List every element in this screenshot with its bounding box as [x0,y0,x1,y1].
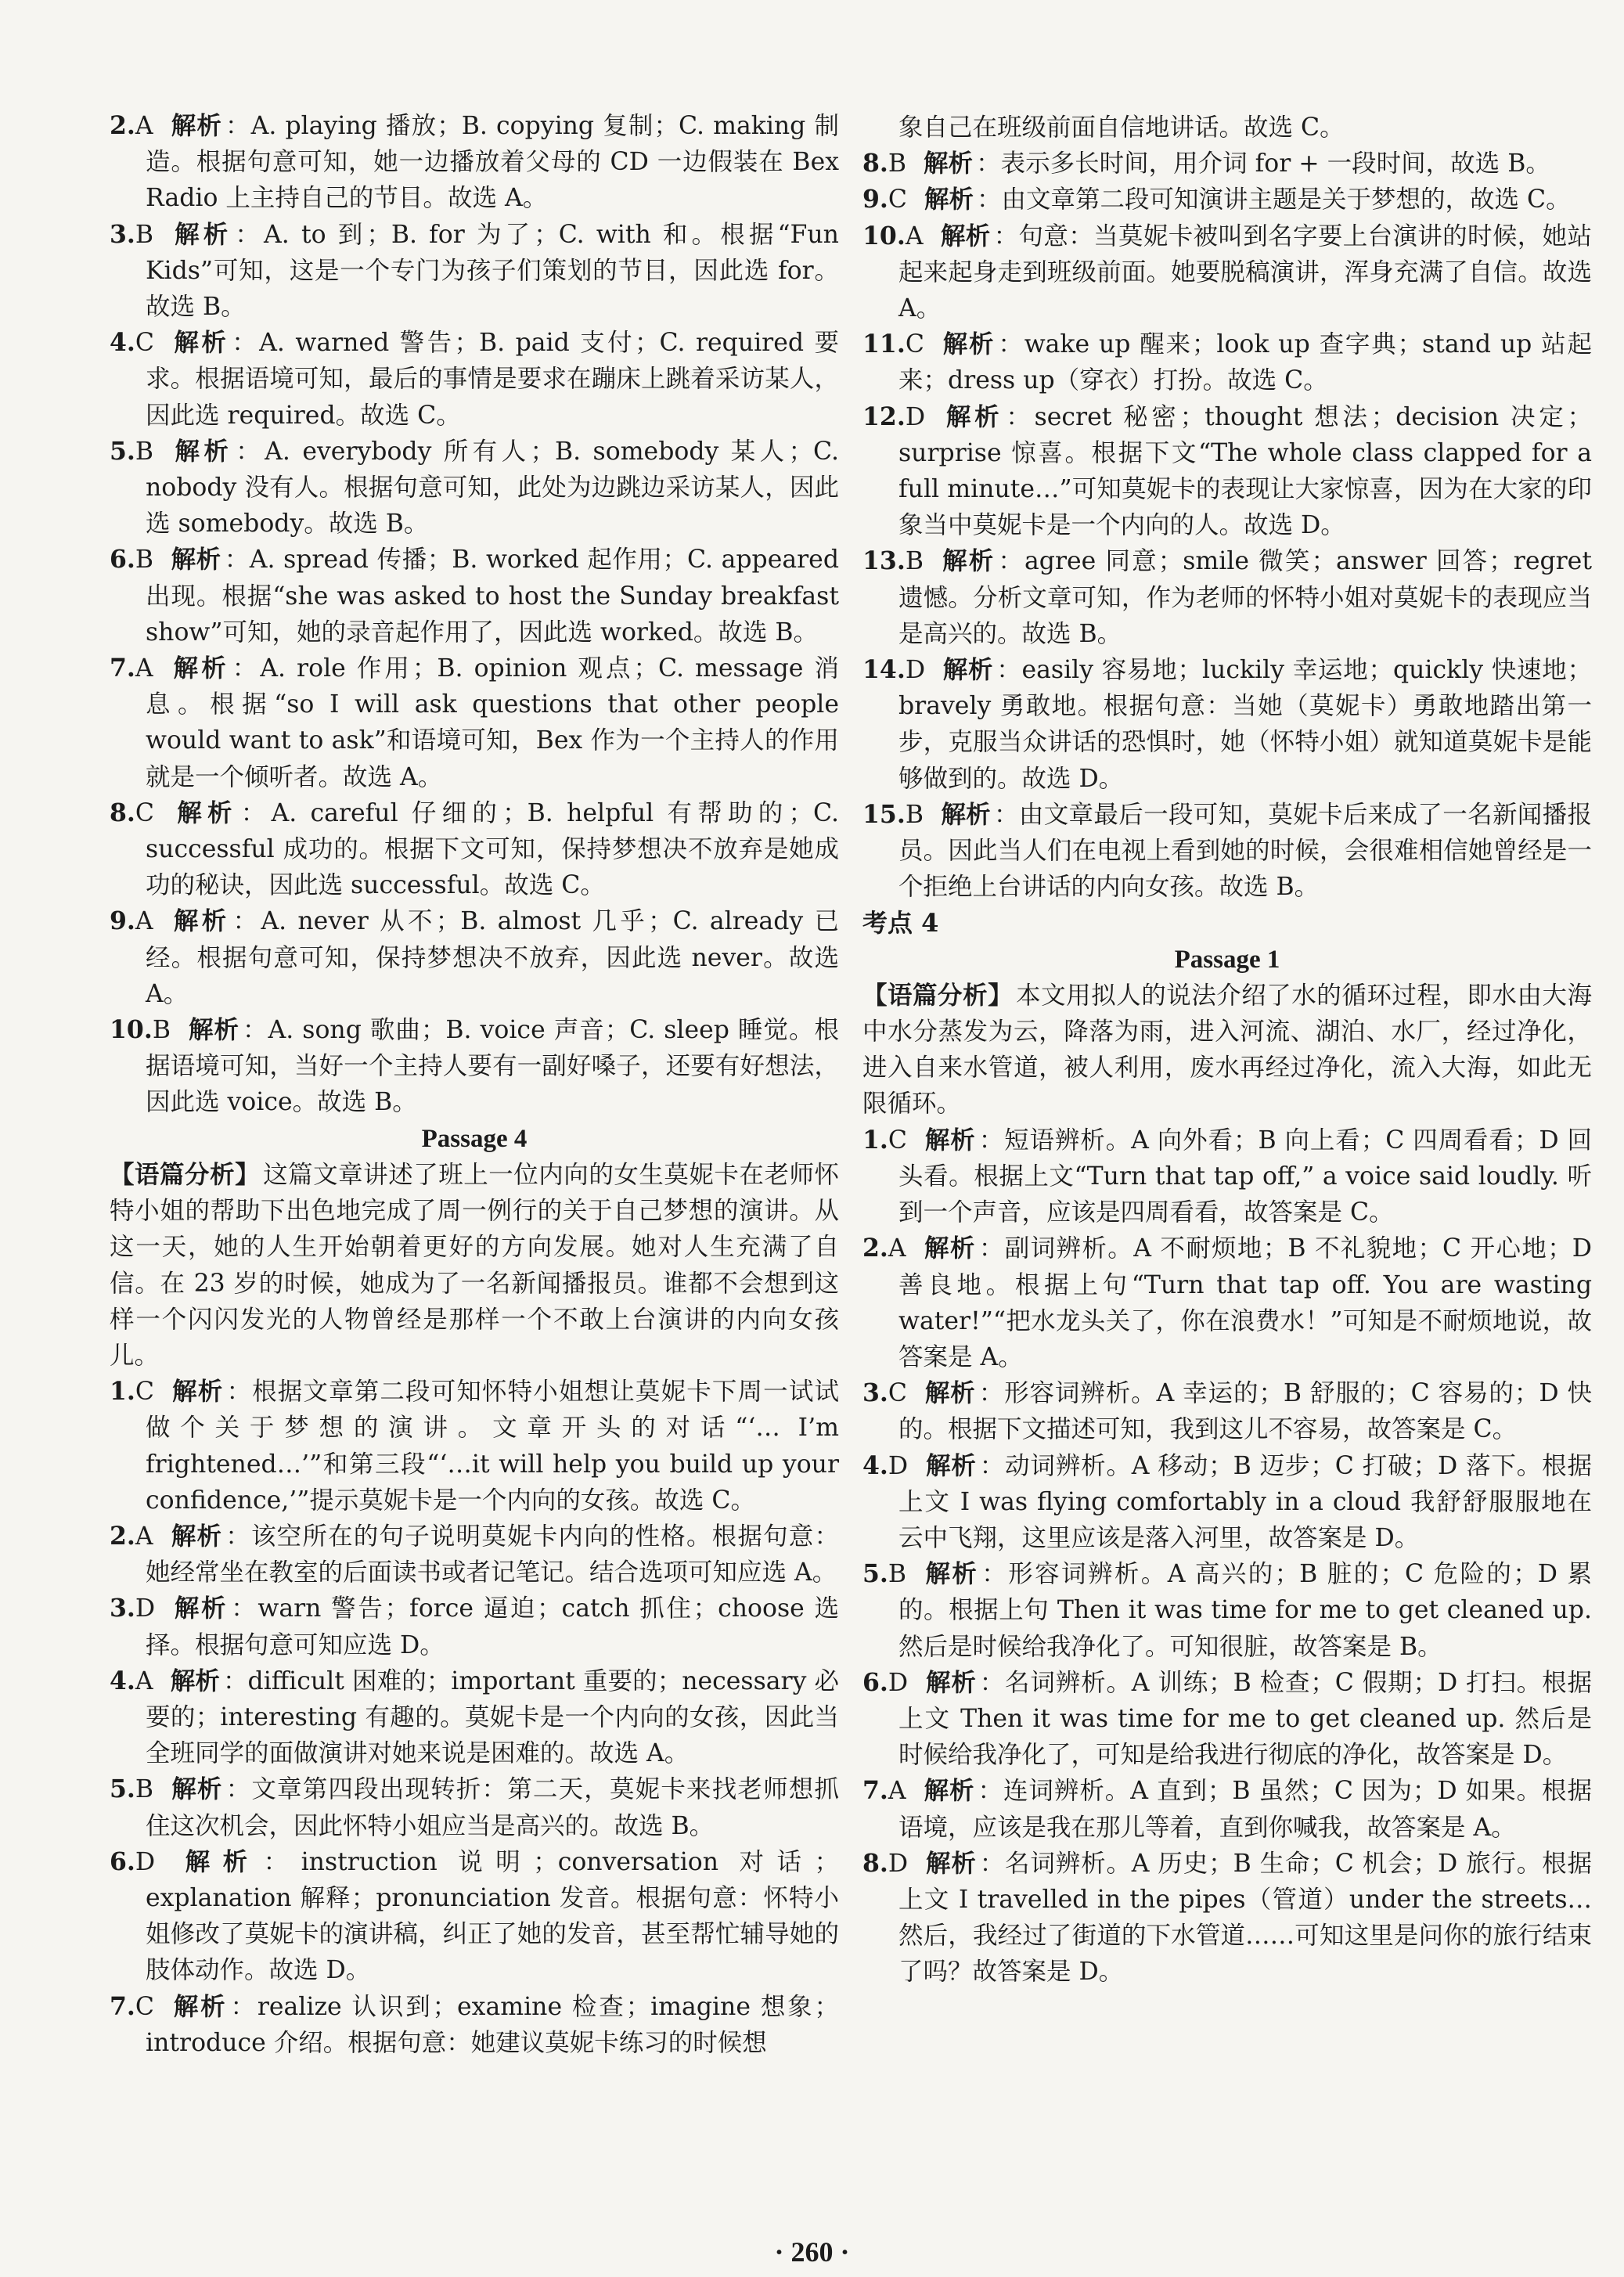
answer-letter: A [888,1234,906,1263]
answer-entry [862,326,1592,398]
analysis-label: 解析 [171,1774,223,1804]
analysis-text: ：根据文章第二段可知怀特小姐想让莫妮卡下周一试试做个关于梦想的演讲。文章开头的对话“‘… I’m frightened…’”和第三段“‘…it will help you build up your confidence,’”提示莫妮卡是一个内向的女孩。故选 C。 [146,1378,839,1515]
answer-entry [110,1771,839,1843]
continued-text: 象自己在班级前面自信地讲话。故选 C。 [898,113,1345,142]
answer-letter: B [905,547,924,576]
question-number: 15. [862,799,906,829]
analysis-text: ：短语辨析。A 向外看；B 向上看；C 四周看看；D 回头看。根据上文“Turn that tap off,” a voice said loudly. 听到一个声音，应该是四周看看，故答案是 C。 [898,1126,1592,1227]
answer-entry [110,325,839,434]
analysis-label: 解析 [923,1234,976,1263]
analysis-text: ：该空所在的句子说明莫妮卡内向的性格。根据句意：她经常坐在教室的后面读书或者记笔记。结合选项可知应选 A。 [146,1522,839,1587]
question-number: 4. [862,1450,888,1480]
analysis-label: 解析 [171,436,233,466]
passage-1-title: Passage 1 [1174,945,1280,974]
question-number: 6. [110,1846,135,1876]
right-answer-list-a [862,146,1592,905]
question-number: 3. [862,1378,888,1408]
section-title: 考点 4 [862,908,939,939]
analysis-text: ：A. playing 播放；B. copying 复制；C. making 制造。根据句意可知，她一边播放着父母的 CD 一边假装在 Bex Radio 上主持自己的节目。故选 A。 [146,112,839,213]
answer-entry [110,1989,839,2061]
analysis-text: ：realize 认识到；examine 检查；imagine 想象；introduce 介绍。根据句意：她建议莫妮卡练习的时候想 [146,1992,839,2057]
answer-entry [862,543,1592,652]
answer-entry [862,1375,1592,1447]
analysis-text: ：A. song 歌曲；B. voice 声音；C. sleep 睡觉。根据语境可知，当好一个主持人要有一副好嗓子，还要有好想法，因此选 voice。故选 B。 [146,1016,839,1117]
analysis-label: 解析 [171,798,238,827]
analysis-text: ：动词辨析。A 移动；B 迈步；C 打破；D 落下。根据上文 I was flying comfortably in a cloud 我舒舒服服地在云中飞翔，这里应该是落入河里，故答案是 D。 [898,1451,1592,1552]
analysis-text: ：easily 容易地；luckily 幸运地；quickly 快速地；bravely 勇敢地。根据句意：当她（莫妮卡）勇敢地踏出第一步，克服当众讲话的恐惧时，她（怀特小姐）就知道莫妮卡是能够做到的。故选 D。 [898,656,1592,793]
analysis-label: 解析 [170,906,230,936]
right-answer-list-b [862,1122,1592,1991]
answer-entry [110,1844,839,1989]
question-number: 14. [862,655,906,685]
analysis-text: ：由文章第二段可知演讲主题是关于梦想的，故选 C。 [977,186,1571,214]
answer-entry [862,1448,1592,1557]
question-number: 4. [110,328,135,358]
answer-letter: B [135,220,154,249]
answer-entry [110,650,839,795]
question-number: 2. [862,1234,888,1263]
answer-letter: A [135,112,153,140]
answer-letter: B [888,150,907,178]
answer-entry [862,1665,1592,1774]
analysis-text: ：连词辨析。A 直到；B 虽然；C 因为；D 如果。根据语境，应该是我在那儿等着，直到你喊我，故答案是 A。 [898,1777,1592,1842]
analysis-label: 解析 [170,1521,223,1551]
answer-entry [862,146,1592,182]
analysis-label: 解析 [925,1848,977,1878]
analysis-text: ：A. warned 警告；B. paid 支付；C. required 要求。根据语境可知，最后的事情是要求在蹦床上跳着采访某人，因此选 required。故选 C。 [146,329,839,430]
analysis-label: 解析 [171,545,221,575]
answer-entry [862,797,1592,906]
analysis-text: 这篇文章讲述了班上一位内向的女生莫妮卡在老师怀特小姐的帮助下出色地完成了周一例行的关于自己梦想的演讲。从这一天，她的人生开始朝着更好的方向发展。她对人生充满了自信。在 23 岁的时候，她成为了一名新闻播报员。谁都不会想到这样一个闪闪发光的人物曾经是那样一个不敢上台演讲的内向女孩儿。 [110,1160,839,1370]
answer-entry [862,652,1592,797]
answer-entry [110,434,839,542]
answer-entry [862,218,1592,327]
analysis-text: ：副词辨析。A 不耐烦地；B 不礼貌地；C 开心地；D 善良地。根据上句“Turn that tap off. You are wasting water!”“把水龙头关了，你在浪费水！”可知是不耐烦地说，故答案是 A。 [898,1234,1592,1371]
answer-entry [862,1230,1592,1375]
analysis-label: 解析 [172,1846,261,1876]
answer-letter: D [135,1594,156,1623]
answer-entry [862,182,1592,218]
analysis-label: 解析 [942,655,994,685]
answer-letter: B [135,437,154,466]
passage-4-analysis [110,1157,839,1374]
answer-letter: B [135,1775,154,1804]
analysis-text: ：由文章最后一段可知，莫妮卡后来成了一名新闻播报员。因此当人们在电视上看到她的时候，会很难相信她曾经是一个拒绝上台讲话的内向女孩。故选 B。 [898,800,1592,902]
right-column [862,110,1592,1991]
answer-letter: A [135,654,153,683]
analysis-label: 解析 [171,1377,224,1407]
analysis-label: 解析 [170,1666,220,1695]
analysis-text: ：名词辨析。A 训练；B 检查；C 假期；D 打扫。根据上文 Then it was time for me to get cleaned up. 然后是时候给我净化了，可知是给我进行彻底的净化，故答案是 D。 [898,1668,1592,1770]
answer-letter: D [135,1847,156,1876]
analysis-label: 解析 [171,1991,228,2021]
answer-letter: C [135,329,154,358]
answer-entry [862,1122,1592,1231]
analysis-label: 解析 [924,1559,979,1589]
answer-letter: A [888,1777,906,1806]
answer-letter: B [888,1560,907,1589]
analysis-text: ：instruction 说明；conversation 对话；explanation 解释；pronunciation 发音。根据句意：怀特小姐修改了莫妮卡的演讲稿，纠正了她的发音，甚至帮忙辅导她的肢体动作。故选 D。 [146,1847,839,1985]
question-number: 5. [110,1774,135,1804]
answer-letter: C [135,798,154,827]
analysis-label: 解析 [925,1667,977,1697]
question-number: 13. [862,546,906,576]
answer-entry [110,108,839,217]
answer-letter: C [905,330,924,359]
answer-letter: B [152,1016,171,1045]
analysis-text: ：文章第四段出现转折：第二天，莫妮卡来找老师想抓住这次机会，因此怀特小姐应当是高兴的。故选 B。 [146,1775,839,1840]
analysis-text: ：名词辨析。A 历史；B 生命；C 机会；D 旅行。根据上文 I travelled in the pipes（管道）under the streets… 然后，我经过了街道的下水管道……可知这里是问你的旅行结束了吗？故答案是 D。 [898,1849,1592,1987]
answer-letter: D [905,656,926,685]
answer-letter: D [888,1451,909,1480]
question-number: 10. [110,1015,153,1045]
analysis-text: ：句意：当莫妮卡被叫到名字要上台演讲的时候，她站起来起身走到班级前面。她要脱稿演讲，浑身充满了自信。故选 A。 [898,222,1592,323]
analysis-label: 解析 [942,402,1003,431]
analysis-text: ：difficult 困难的；important 重要的；necessary 必要的；interesting 有趣的。莫妮卡是一个内向的女孩，因此当全班同学的面做演讲对她来说是困难的。故选 A。 [146,1666,839,1768]
answer-entry [110,1663,839,1772]
analysis-label: 解析 [187,1015,239,1045]
question-number: 8. [110,798,135,827]
analysis-text: ：A. to 到；B. for 为了；C. with 和。根据“Fun Kids”可知，这是一个专门为孩子们策划的节目，因此选 for。故选 B。 [146,220,839,322]
analysis-text: ：A. never 从不；B. almost 几乎；C. already 已经。根据句意可知，保持梦想决不放弃，因此选 never。故选 A。 [146,907,839,1008]
analysis-label: 解析 [924,149,974,178]
analysis-text: ：agree 同意；smile 微笑；answer 回答；regret 遗憾。分析文章可知，作为老师的怀特小姐对莫妮卡的表现应当是高兴的。故选 B。 [898,547,1592,648]
question-number: 7. [110,1991,135,2021]
analysis-text: ：A. role 作用；B. opinion 观点；C. message 消息。根据“so I will ask questions that other people would want to ask”和语境可知，Bex 作为一个主持人的作用就是一个倾听者。故选 A。 [146,654,839,791]
analysis-text: ：形容词辨析。A 高兴的；B 脏的；C 危险的；D 累的。根据上句 Then it was time for me to get cleaned up. 然后是时候给我净化了。可知很脏，故答案是 B。 [898,1560,1592,1661]
answer-letter: A [135,1666,153,1695]
analysis-label: 解析 [941,330,996,359]
answer-letter: B [905,800,924,829]
question-number: 3. [110,1594,135,1623]
analysis-text: ：secret 秘密；thought 想法；decision 决定；surprise 惊喜。根据下文“The whole class clapped for a full minute…”可知莫妮卡的表现让大家惊喜，因为在大家的印象当中莫妮卡是一个内向的人。故选 D。 [898,402,1592,540]
analysis-text: ：A. spread 传播；B. worked 起作用；C. appeared 出现。根据“she was asked to host the Sunday breakfast show”可知，她的录音起作用了，因此选 worked。故选 B。 [146,546,839,647]
analysis-label: 解析 [170,654,229,683]
page-number: · 260 · [774,2236,850,2268]
question-number: 9. [862,185,888,214]
analysis-label: 解析 [925,1450,977,1480]
question-number: 7. [110,654,135,683]
question-number: 7. [862,1776,888,1806]
question-number: 10. [862,221,906,250]
question-number: 5. [862,1559,888,1589]
analysis-text: ：warn 警告；force 逼迫；catch 抓住；choose 选择。根据句意可知应选 D。 [146,1594,839,1659]
analysis-label: 解析 [924,1378,976,1408]
answer-letter: D [905,402,926,431]
question-number: 11. [862,330,906,359]
answer-entry [110,1012,839,1121]
passage-4-title: Passage 4 [421,1124,528,1153]
analysis-text: ：A. careful 仔细的；B. helpful 有帮助的；C. successful 成功的。根据下文可知，保持梦想决不放弃是她成功的秘诀，因此选 successful。故选 C。 [146,798,839,900]
left-answer-list-b [110,1374,839,2061]
question-number: 5. [110,436,135,466]
answer-entry [110,1519,839,1591]
answer-letter: A [135,907,153,936]
analysis-label: 解析 [924,1125,976,1155]
answer-letter: A [135,1522,153,1551]
analysis-label: 解析 [924,185,974,214]
left-column [110,108,839,2061]
question-number: 6. [862,1667,888,1697]
answer-entry [110,903,839,1012]
answer-letter: C [888,186,907,214]
analysis-label: 解析 [171,328,229,358]
question-number: 6. [110,545,135,575]
answer-letter: C [135,1992,154,2021]
answer-entry [862,1773,1592,1845]
question-number: 8. [862,149,888,178]
question-number: 1. [110,1377,135,1407]
answer-letter: D [888,1849,909,1878]
passage-1-analysis [862,978,1592,1122]
answer-entry [110,1591,839,1663]
analysis-text: ：表示多长时间，用介词 for + 一段时间，故选 B。 [976,150,1550,178]
answer-letter: C [888,1379,907,1408]
answer-letter: D [888,1668,909,1697]
question-number: 9. [110,906,135,936]
question-number: 3. [110,219,135,249]
analysis-label: 解析 [940,546,996,576]
left-answer-list-a [110,108,839,1121]
analysis-label: 解析 [171,219,232,249]
analysis-label: 解析 [940,799,992,829]
answer-letter: B [135,546,154,575]
answer-entry [110,217,839,326]
analysis-label: 解析 [940,221,991,250]
answer-letter: A [905,222,924,250]
analysis-label: 解析 [170,111,222,140]
answer-entry [110,795,839,904]
analysis-text: 本文用拟人的说法介绍了水的循环过程，即水由大海中水分蒸发为云，降落为雨，进入河流、湖泊、水厂，经过净化，进入自来水管道，被人利用，废水再经过净化，流入大海，如此无限循环。 [862,981,1592,1119]
question-number: 8. [862,1848,888,1878]
answer-entry [862,1556,1592,1665]
analysis-text: ：形容词辨析。A 幸运的；B 舒服的；C 容易的；D 快的。根据下文描述可知，我到这儿不容易，故答案是 C。 [898,1379,1592,1444]
analysis-label: 【语篇分析】 [110,1159,261,1189]
answer-letter: C [888,1126,907,1155]
question-number: 1. [862,1125,888,1155]
analysis-label: 解析 [923,1776,975,1806]
analysis-label: 解析 [172,1594,229,1623]
answer-entry [110,1374,839,1519]
answer-entry [862,1846,1592,1991]
answer-entry [862,399,1592,544]
answer-letter: C [135,1378,154,1407]
analysis-label: 【语篇分析】 [862,980,1014,1010]
question-number: 4. [110,1666,135,1695]
question-number: 12. [862,402,906,431]
question-number: 2. [110,1521,135,1551]
analysis-text: ：A. everybody 所有人；B. somebody 某人；C. nobody 没有人。根据句意可知，此处为边跳边采访某人，因此选 somebody。故选 B。 [146,437,839,539]
question-number: 2. [110,111,135,140]
answer-entry [110,542,839,650]
analysis-text: ：wake up 醒来；look up 查字典；stand up 站起来；dress up（穿衣）打扮。故选 C。 [898,330,1592,395]
